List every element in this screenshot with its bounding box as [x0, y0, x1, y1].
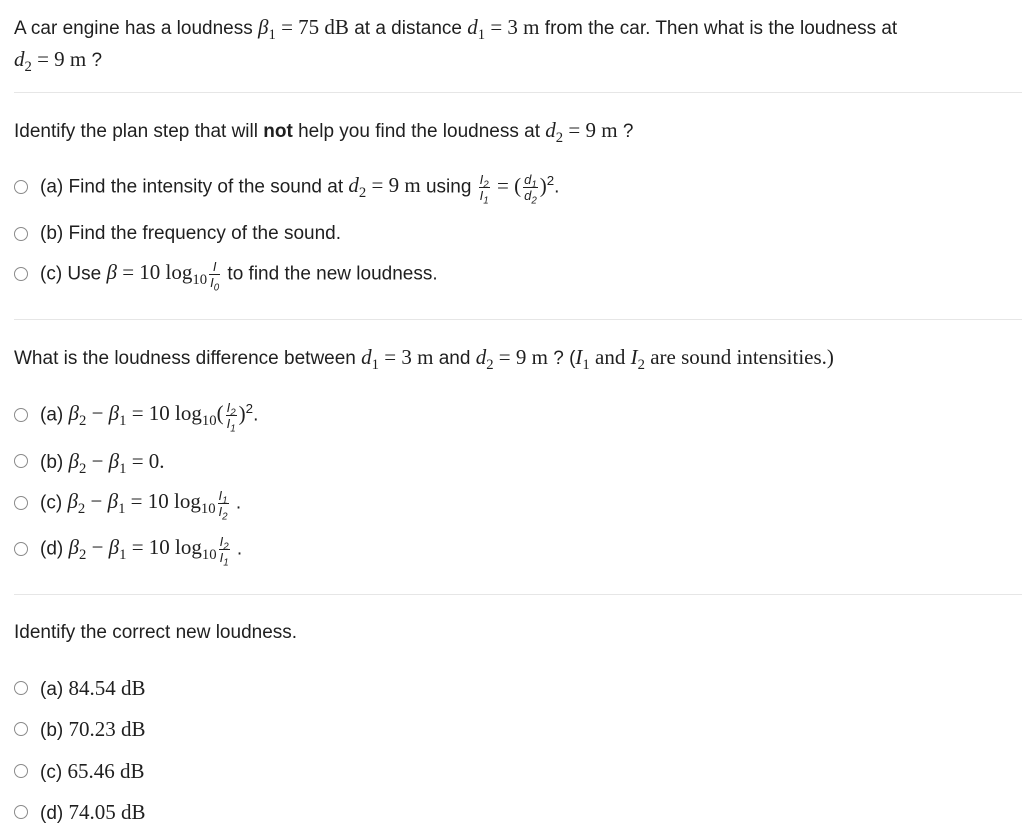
problem-text: ?	[86, 50, 103, 71]
option-text: (d)	[40, 538, 69, 560]
radio-button[interactable]	[14, 496, 28, 510]
option-label	[40, 487, 242, 523]
numerator: I	[218, 487, 223, 503]
radio-button[interactable]	[14, 681, 28, 695]
question-1-text	[14, 117, 1022, 145]
intensity-ratio-fraction	[219, 533, 230, 569]
open-paren: (	[216, 401, 224, 426]
subscript: 1	[223, 557, 229, 569]
beta-symbol: β	[68, 448, 79, 473]
question-text: and	[433, 348, 476, 369]
option-text: .	[253, 404, 259, 426]
radio-button[interactable]	[14, 764, 28, 778]
emphasis-text: not	[263, 121, 293, 142]
subscript: 1	[119, 413, 127, 430]
intensity-symbol: I	[630, 345, 638, 369]
subscript: 1	[531, 179, 537, 191]
subscript: 1	[268, 27, 276, 44]
minus-sign: −	[86, 401, 109, 426]
intensity-ratio-fraction	[218, 487, 229, 523]
option-label	[40, 258, 438, 294]
numerator: I	[219, 533, 224, 549]
subscript: 1	[119, 460, 127, 477]
intensity-ratio-fraction	[479, 171, 490, 207]
radio-button[interactable]	[14, 454, 28, 468]
subscript: 2	[222, 511, 228, 523]
subscript: 2	[483, 179, 489, 191]
log-expression: = 10 log	[125, 489, 201, 514]
beta-symbol: β	[108, 448, 120, 473]
option-label	[40, 800, 146, 825]
numerator: d	[524, 171, 532, 187]
subscript: 10	[192, 272, 208, 289]
q2-option-c[interactable]	[14, 487, 1022, 523]
option-label	[40, 759, 144, 784]
distance-ratio-fraction	[523, 171, 538, 207]
subscript: 1	[222, 495, 228, 507]
log-expression: = 10 log	[116, 260, 193, 285]
option-label	[40, 171, 560, 207]
option-text: (a) Find the intensity of the sound at	[40, 176, 349, 198]
radio-button[interactable]	[14, 180, 28, 194]
option-text: (c)	[40, 761, 68, 783]
subscript: 2	[555, 130, 564, 147]
problem-statement	[14, 12, 1022, 76]
divider	[14, 594, 1022, 595]
q3-option-c[interactable]	[14, 756, 1022, 786]
subscript: 1	[119, 547, 127, 564]
problem-text: A car engine has a loudness	[14, 18, 259, 39]
minus-sign: −	[86, 448, 109, 473]
distance-value: = 9 m	[366, 173, 421, 198]
subscript: 2	[77, 501, 86, 518]
subscript: 10	[201, 547, 217, 564]
option-text: (b)	[40, 719, 69, 741]
q1-option-c[interactable]	[14, 258, 1022, 294]
question-text: and	[589, 345, 631, 369]
beta-symbol: β	[106, 260, 117, 285]
beta-symbol: β	[68, 401, 79, 426]
question-text: are sound intensities.)	[644, 345, 834, 369]
question-3-text: Identify the correct new loudness.	[14, 622, 298, 643]
denominator: I	[479, 187, 484, 203]
question-text: What is the loudness difference between	[14, 348, 362, 369]
distance-symbol: d	[14, 47, 25, 71]
radio-button[interactable]	[14, 267, 28, 281]
minus-sign: −	[85, 489, 108, 514]
subscript: 1	[477, 27, 486, 44]
subscript: 2	[78, 413, 87, 430]
distance-symbol: d	[348, 173, 359, 198]
q2-option-a[interactable]	[14, 399, 1022, 435]
q2-option-b[interactable]	[14, 446, 1022, 476]
beta-symbol: β	[108, 401, 120, 426]
option-text: (d)	[40, 802, 69, 824]
close-paren: )	[539, 173, 547, 198]
beta-symbol: β	[67, 489, 78, 514]
beta-symbol: β	[108, 535, 120, 560]
option-label	[40, 448, 165, 477]
option-text: (c)	[40, 492, 68, 514]
option-text: .	[231, 538, 243, 560]
q3-option-d[interactable]	[14, 797, 1022, 827]
beta-symbol: β	[107, 489, 119, 514]
beta-symbol: β	[258, 15, 269, 39]
equation-result: = 0.	[126, 448, 165, 473]
subscript: 2	[24, 59, 32, 76]
subscript: 2	[223, 541, 229, 553]
distance-value: = 3 m	[378, 345, 434, 369]
problem-text: from the car. Then what is the loudness at	[539, 18, 898, 39]
option-text: using	[420, 176, 477, 198]
log-expression: = 10 log	[126, 535, 202, 560]
option-label	[40, 399, 259, 435]
subscript: 2	[637, 357, 645, 374]
distance-value: = 3 m	[485, 15, 540, 39]
log-expression: = 10 log	[126, 401, 202, 426]
distance-value: = 9 m	[31, 47, 87, 71]
superscript: 2	[245, 400, 254, 416]
subscript: 10	[201, 413, 217, 430]
option-label	[40, 533, 243, 569]
subscript: 2	[358, 185, 367, 202]
distance-value: = 9 m	[493, 345, 548, 369]
denominator: I	[218, 503, 223, 519]
problem-text: at a distance	[348, 18, 468, 39]
superscript: 2	[546, 172, 555, 188]
distance-value: = 9 m	[563, 118, 618, 142]
numerator: I	[479, 171, 484, 187]
denominator: I	[219, 549, 224, 565]
subscript: 1	[582, 357, 590, 374]
divider	[14, 92, 1022, 93]
loudness-value: 74.05 dB	[68, 799, 146, 824]
loudness-value: 65.46 dB	[67, 758, 145, 783]
question-2-text	[14, 344, 1022, 372]
subscript: 2	[78, 460, 87, 477]
denominator: I	[210, 274, 214, 290]
subscript: 2	[78, 547, 87, 564]
subscript: 2	[230, 407, 236, 419]
subscript: 1	[230, 423, 236, 435]
q2-option-d[interactable]	[14, 533, 1022, 569]
numerator: I	[212, 258, 217, 274]
q1-option-a[interactable]	[14, 171, 1022, 207]
q3-option-b[interactable]	[14, 714, 1022, 744]
option-text: (c) Use	[40, 263, 107, 285]
option-text: (b)	[40, 451, 69, 473]
intensity-ratio-fraction	[209, 258, 220, 294]
option-text: (a)	[40, 404, 69, 426]
close-paren: )	[238, 401, 246, 426]
distance-symbol: d	[545, 118, 556, 142]
loudness-value: 84.54 dB	[68, 675, 146, 700]
beta-symbol: β	[68, 535, 79, 560]
subscript: 2	[486, 357, 494, 374]
intensity-ratio-fraction	[226, 399, 237, 435]
distance-symbol: d	[475, 345, 487, 369]
radio-button[interactable]	[14, 542, 28, 556]
option-text: to find the new loudness.	[222, 263, 438, 285]
loudness-value: 70.23 dB	[68, 716, 146, 741]
question-text: ? (	[547, 348, 576, 369]
subscript: 1	[483, 195, 489, 207]
radio-button[interactable]	[14, 408, 28, 422]
question-text: Identify the plan step that will	[14, 121, 264, 142]
option-text: .	[230, 492, 242, 514]
radio-button[interactable]	[14, 805, 28, 819]
denominator: I	[226, 415, 231, 431]
denominator: d	[524, 187, 532, 203]
subscript: 1	[371, 357, 379, 374]
question-text: help you find the loudness at	[292, 121, 546, 142]
subscript: 1	[118, 501, 126, 518]
q1-option-b[interactable]	[14, 219, 1022, 249]
option-label	[40, 717, 146, 742]
option-text: .	[554, 176, 560, 198]
loudness-value: = 75 dB	[275, 15, 349, 39]
divider	[14, 319, 1022, 320]
subscript: 2	[531, 195, 537, 207]
numerator: I	[226, 399, 231, 415]
radio-button[interactable]	[14, 227, 28, 241]
option-text: (a)	[40, 678, 69, 700]
subscript: 10	[200, 501, 216, 518]
minus-sign: −	[86, 535, 109, 560]
option-label	[40, 676, 146, 701]
intensity-symbol: I	[575, 345, 583, 369]
q3-option-a[interactable]	[14, 673, 1022, 703]
distance-symbol: d	[361, 345, 372, 369]
option-label: (b) Find the frequency of the sound.	[40, 223, 342, 244]
radio-button[interactable]	[14, 722, 28, 736]
distance-symbol: d	[467, 15, 478, 39]
question-text: ?	[617, 121, 634, 142]
equals-sign: = (	[491, 173, 522, 198]
subscript: 0	[213, 282, 220, 294]
